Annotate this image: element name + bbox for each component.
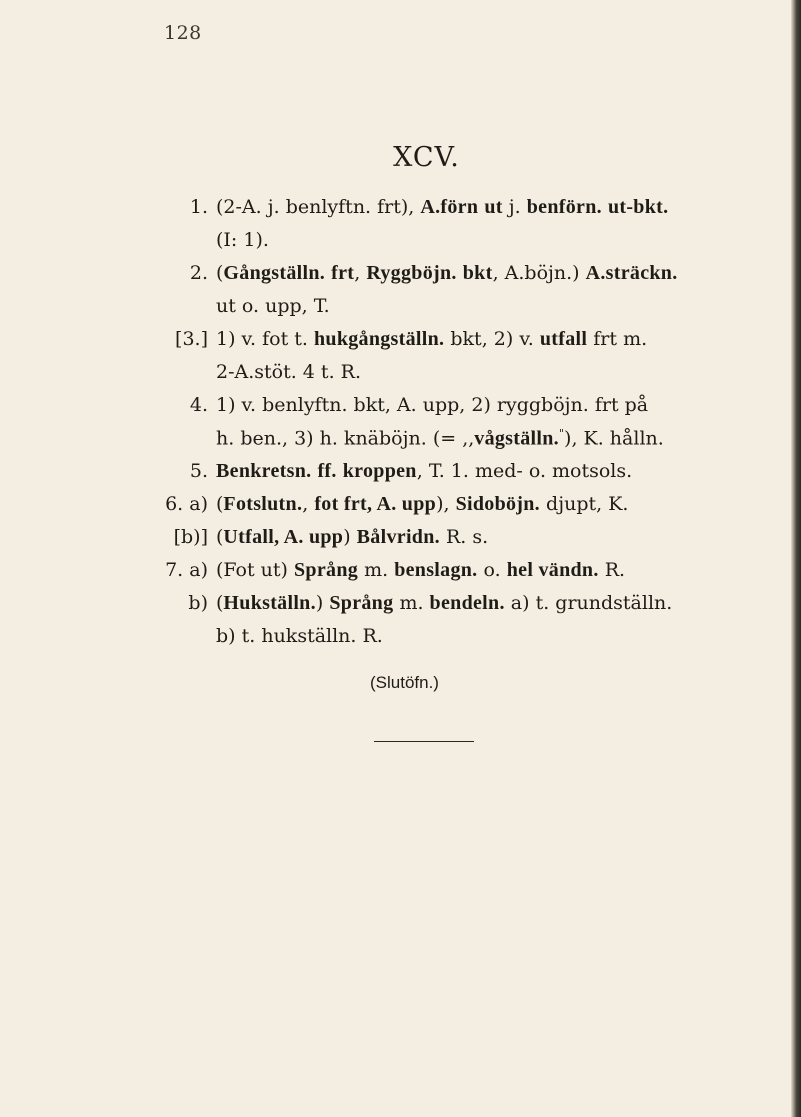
closing-note: (Slutöfn.) bbox=[370, 673, 439, 692]
bold-term: benslagn. bbox=[394, 559, 478, 581]
entry-number: 4. bbox=[189, 394, 208, 416]
text-run: 1) v. benlyftn. bkt, A. upp, 2) ryggböjn. frt på bbox=[216, 394, 649, 416]
bold-term: ff. bbox=[317, 460, 337, 482]
text-run: ), K. hålln. bbox=[564, 427, 664, 450]
bold-term: Utfall, A. upp bbox=[223, 526, 344, 548]
entry-text bbox=[216, 196, 668, 219]
entry-line bbox=[0, 456, 790, 489]
text-run: 2-A.stöt. 4 t. R. bbox=[216, 361, 361, 383]
text-run: frt m. bbox=[587, 328, 648, 350]
text-run: j. bbox=[502, 196, 527, 218]
exercise-list bbox=[0, 192, 790, 654]
bold-term: frt bbox=[331, 262, 355, 284]
entry-line bbox=[0, 423, 790, 456]
text-run: , bbox=[354, 262, 367, 284]
text-run: ( bbox=[216, 526, 224, 548]
bold-term: Hukställn. bbox=[223, 592, 316, 614]
entry-number: [3.] bbox=[175, 328, 208, 350]
entry-line bbox=[0, 621, 790, 654]
bold-term: fot frt, A. upp bbox=[314, 493, 437, 515]
bold-term: Bålvridn. bbox=[356, 526, 440, 548]
entry-number: [b)] bbox=[173, 526, 208, 548]
text-run: ( bbox=[216, 592, 224, 614]
bold-term: Ryggböjn. bbox=[366, 262, 457, 284]
text-run: R. bbox=[598, 559, 626, 581]
entry-text bbox=[216, 361, 361, 383]
entry-line bbox=[0, 555, 790, 588]
entry-line bbox=[0, 225, 790, 258]
bold-term: A.sträckn. bbox=[585, 262, 678, 284]
entry-text bbox=[216, 526, 488, 549]
text-run: ) bbox=[343, 526, 357, 548]
section-title: XCV. bbox=[393, 142, 460, 173]
entry-number: 7. a) bbox=[165, 559, 208, 581]
bold-term: Benkretsn. bbox=[216, 460, 312, 482]
entry-line bbox=[0, 522, 790, 555]
entry-line bbox=[0, 258, 790, 291]
text-run: o. bbox=[477, 559, 507, 581]
entry-line bbox=[0, 291, 790, 324]
text-run: ( bbox=[216, 262, 224, 284]
text-run: (I: 1). bbox=[216, 229, 269, 251]
entry-line bbox=[0, 588, 790, 621]
entry-line bbox=[0, 192, 790, 225]
entry-text bbox=[216, 493, 628, 516]
entry-line bbox=[0, 357, 790, 390]
bold-term: Sidoböjn. bbox=[455, 493, 540, 515]
text-run: bkt, 2) v. bbox=[444, 328, 540, 350]
entry-number: 5. bbox=[189, 460, 208, 482]
bold-term: hel vändn. bbox=[506, 559, 599, 581]
bold-term: hukgångställn. bbox=[313, 328, 445, 350]
entry-number: b) bbox=[188, 592, 208, 614]
bold-term: benförn. bbox=[526, 196, 602, 218]
bold-term: bkt bbox=[462, 262, 493, 284]
entry-line bbox=[0, 390, 790, 423]
text-run: ( bbox=[216, 493, 224, 515]
entry-text bbox=[216, 625, 383, 647]
bold-term: kroppen bbox=[342, 460, 417, 482]
text-run: 1) v. fot t. bbox=[216, 328, 314, 350]
text-run: (2-A. j. benlyftn. frt), bbox=[216, 196, 421, 218]
text-run: R. s. bbox=[439, 526, 489, 548]
text-run: , T. 1. med- o. motsols. bbox=[416, 460, 633, 482]
bold-term: Gångställn. bbox=[223, 262, 326, 284]
bold-term: ut bbox=[484, 196, 503, 218]
text-run: " bbox=[558, 427, 565, 440]
text-run: m. bbox=[358, 559, 395, 581]
text-run: ut o. upp, T. bbox=[216, 295, 330, 317]
entry-text bbox=[216, 427, 664, 450]
entry-number: 1. bbox=[189, 196, 208, 218]
text-run: , bbox=[302, 493, 315, 515]
entry-text bbox=[216, 559, 625, 582]
bold-term: bendeln. bbox=[429, 592, 505, 614]
bold-term: Språng bbox=[329, 592, 394, 614]
entry-text bbox=[216, 394, 648, 416]
bold-term: utfall bbox=[539, 328, 588, 350]
text-run: ), bbox=[436, 493, 456, 515]
bold-term: Fotslutn. bbox=[223, 493, 303, 515]
text-run: h. ben., 3) h. knäböjn. (= ,, bbox=[216, 427, 475, 450]
entry-text bbox=[216, 295, 330, 317]
text-run: m. bbox=[393, 592, 430, 614]
entry-text bbox=[216, 592, 672, 615]
end-rule bbox=[374, 741, 474, 742]
entry-line bbox=[0, 324, 790, 357]
text-run: , A.böjn.) bbox=[492, 262, 586, 284]
bold-term: ut-bkt. bbox=[607, 196, 669, 218]
entry-text bbox=[216, 328, 647, 351]
entry-line bbox=[0, 489, 790, 522]
entry-text bbox=[216, 262, 678, 285]
entry-number: 6. a) bbox=[165, 493, 208, 515]
entry-text bbox=[216, 229, 269, 251]
text-run: (Fot ut) bbox=[216, 559, 294, 581]
text-run: ) bbox=[315, 592, 330, 614]
bold-term: Språng bbox=[294, 559, 359, 581]
bold-term: vågställn. bbox=[474, 427, 559, 450]
entry-number: 2. bbox=[189, 262, 208, 284]
bold-term: A.förn bbox=[420, 196, 479, 218]
text-run: a) t. grundställn. bbox=[504, 592, 673, 614]
text-run: djupt, K. bbox=[540, 493, 629, 515]
entry-text bbox=[216, 460, 632, 483]
text-run: b) t. hukställn. R. bbox=[216, 625, 383, 647]
page-number: 128 bbox=[164, 22, 202, 44]
